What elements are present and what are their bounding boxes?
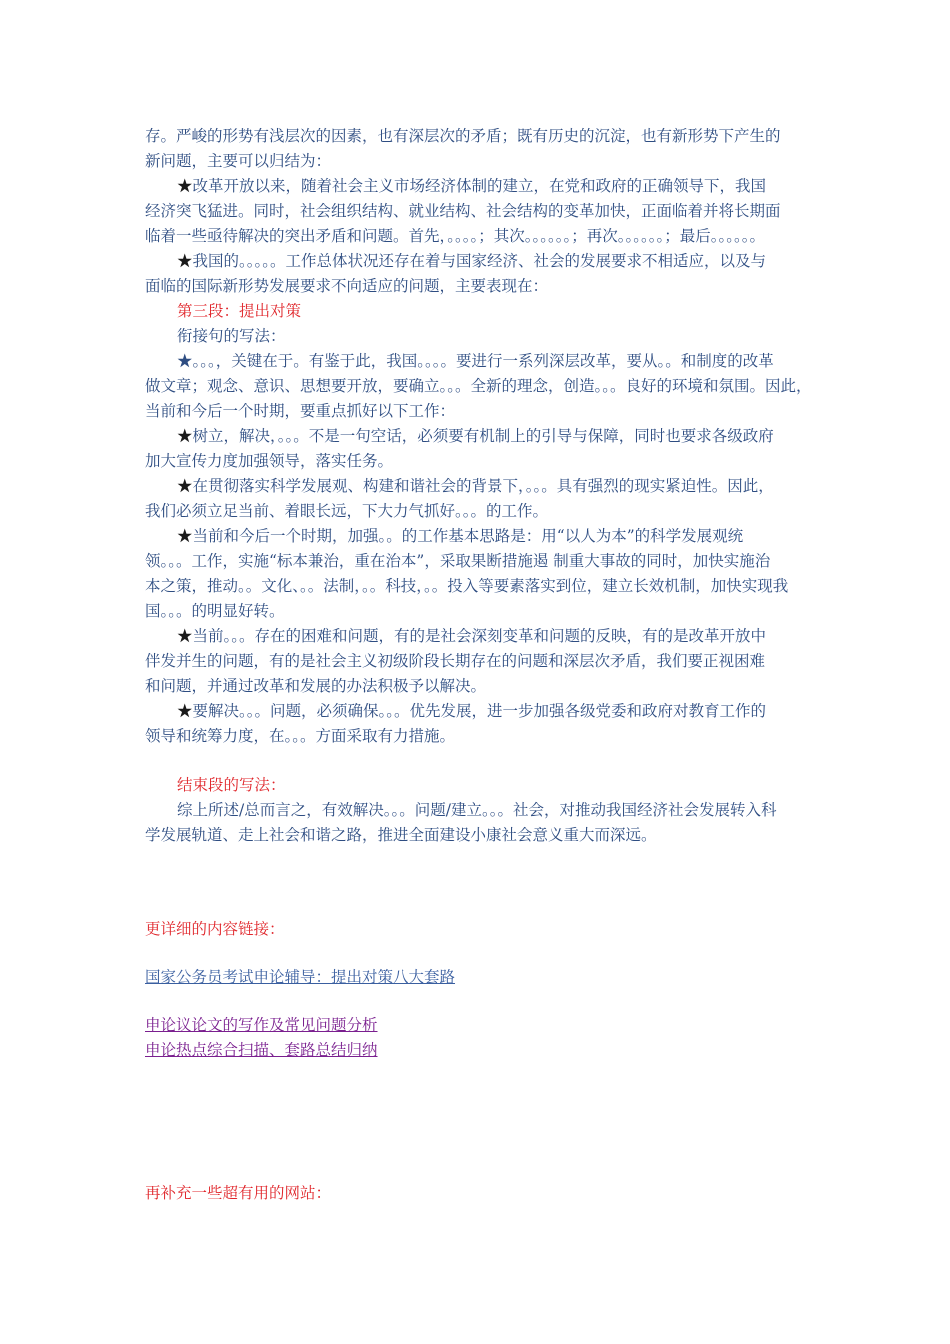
star-icon: ★	[177, 527, 193, 545]
paragraph-line: ★改革开放以来，随着社会主义市场经济体制的建立，在党和政府的正确领导下，我国	[177, 177, 767, 195]
paragraph-line: 存。严峻的形势有浅层次的因素，也有深层次的矛盾；既有历史的沉淀，也有新形势下产生的	[145, 127, 781, 145]
paragraph-line: 当前和今后一个时期，要重点抓好以下工作：	[145, 402, 456, 420]
paragraph-line: 综上所述/总而言之，有效解决。。。问题/建立。。。社会，对推动我国经济社会发展转入科	[177, 801, 777, 819]
paragraph-line: 本之策，推动。。文化、。。法制，。。科技，。。投入等要素落实到位，建立长效机制，加快实现我	[145, 577, 789, 595]
subheading-bridge: 衔接句的写法：	[177, 327, 286, 345]
paragraph-line: ★当前和今后一个时期，加强。。的工作基本思路是：用“以人为本”的科学发展观统	[177, 527, 744, 545]
paragraph-line: 我们必须立足当前、着眼长远，下大力气抓好。。。的工作。	[145, 502, 549, 520]
paragraph-line: ★我国的。。。。。工作总体状况还存在着与国家经济、社会的发展要求不相适应，以及与	[177, 252, 767, 270]
star-icon: ★	[177, 627, 193, 645]
paragraph-line: 学发展轨道、走上社会和谐之路，推进全面建设小康社会意义重大而深远。	[145, 826, 657, 844]
star-icon: ★	[177, 177, 193, 195]
paragraph-line: ★。。。，关键在于。有鉴于此，我国。。。。要进行一系列深层改革，要从。。和制度的改革	[177, 352, 774, 370]
star-icon: ★	[177, 352, 193, 370]
link-hot-topics-summary[interactable]: 申论热点综合扫描、套路总结归纳	[145, 1041, 378, 1059]
star-icon: ★	[177, 427, 193, 445]
paragraph-line: 加大宣传力度加强领导，落实任务。	[145, 452, 394, 470]
more-links-label: 更详细的内容链接：	[145, 920, 285, 938]
star-icon: ★	[177, 702, 193, 720]
section-heading-end: 结束段的写法：	[177, 776, 286, 794]
paragraph-line: ★要解决。。。问题，必须确保。。。优先发展，进一步加强各级党委和政府对教育工作的	[177, 702, 767, 720]
paragraph-line: 国。。。的明显好转。	[145, 602, 285, 620]
paragraph-line: 新问题，主要可以归结为：	[145, 152, 332, 170]
link-eight-strategies[interactable]: 国家公务员考试申论辅导：提出对策八大套路	[145, 968, 456, 986]
paragraph-line: 做文章；观念、意识、思想要开放，要确立。。。全新的理念，创造。。。良好的环境和氛围。因此，	[145, 377, 812, 395]
paragraph-line: ★在贯彻落实科学发展观、构建和谐社会的背景下，。。。具有强烈的现实紧迫性。因此，	[177, 477, 774, 495]
star-icon: ★	[177, 477, 193, 495]
star-icon: ★	[177, 252, 193, 270]
paragraph-line: 领导和统筹力度，在。。。方面采取有力措施。	[145, 727, 456, 745]
paragraph-line: 面临的国际新形势发展要求不向适应的问题，主要表现在：	[145, 277, 549, 295]
section-heading-third: 第三段：提出对策	[177, 302, 302, 320]
paragraph-line: 伴发并生的问题，有的是社会主义初级阶段长期存在的问题和深层次矛盾，我们要正视困难	[145, 652, 766, 670]
paragraph-line: 经济突飞猛进。同时，社会组织结构、就业结构、社会结构的变革加快，正面临着并将长期面	[145, 202, 781, 220]
paragraph-line: 和问题，并通过改革和发展的办法积极予以解决。	[145, 677, 487, 695]
link-argumentative-essay[interactable]: 申论议论文的写作及常见问题分析	[145, 1016, 378, 1034]
paragraph-line: ★当前。。。存在的困难和问题，有的是社会深刻变革和问题的反映，有的是改革开放中	[177, 627, 767, 645]
paragraph-line: 领。。。工作，实施“标本兼治，重在治本”，采取果断措施遏 制重大事故的同时，加快实施治	[145, 552, 771, 570]
extra-sites-label: 再补充一些超有用的网站：	[145, 1184, 332, 1202]
paragraph-line: 临着一些亟待解决的突出矛盾和问题。首先，。。。。；其次。。。。。。；再次。。。。。。；最后。。。。。。	[145, 227, 766, 245]
paragraph-line: ★树立，解决，。。。不是一句空话，必须要有机制上的引导与保障，同时也要求各级政府	[177, 427, 774, 445]
